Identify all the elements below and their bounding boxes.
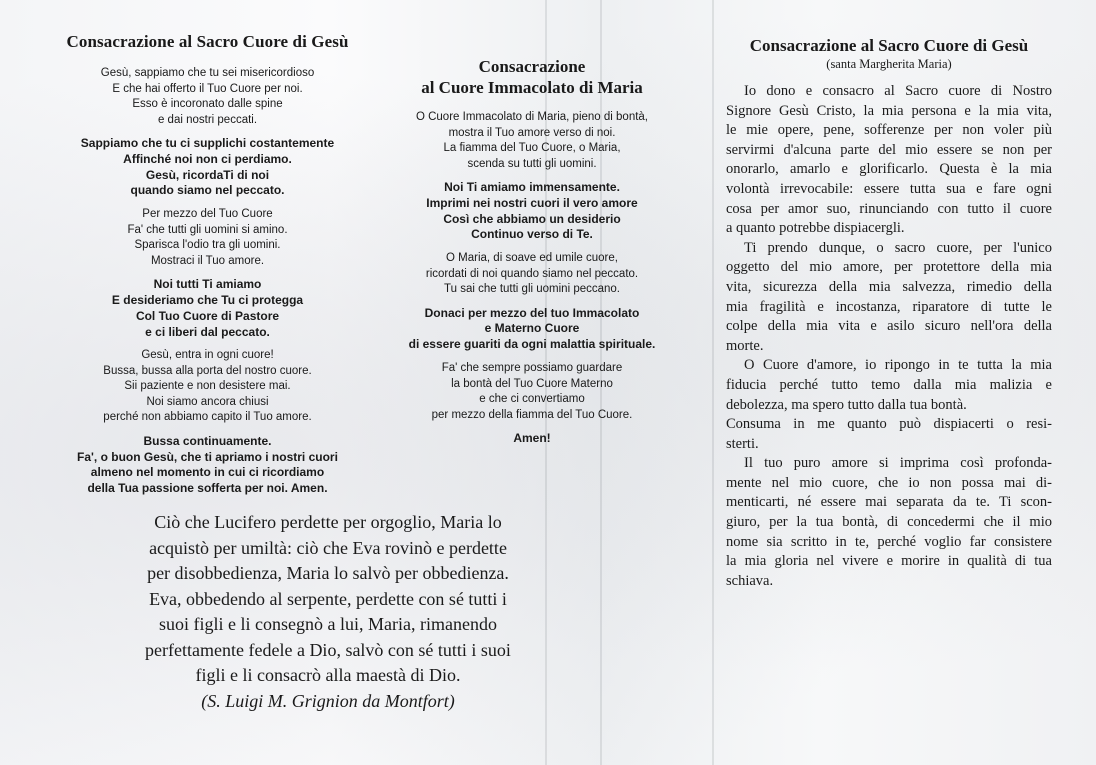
stanza-line: O Cuore Immacolato di Maria, pieno di bontà,: [415, 111, 649, 123]
stanza-line: della Tua passione sofferta per noi. Amen.: [87, 481, 328, 496]
paragraph-line: O Cuore d'amore, io ripongo in te tutta la mia: [744, 357, 1052, 374]
stanza: [40, 277, 375, 340]
stanza-line: Bussa, bussa alla porta del nostro cuore.: [103, 364, 312, 377]
stanza-line: almeno nel momento in cui ci ricordiamo: [90, 465, 325, 480]
stanza-line: per mezzo della fiamma del Tuo Cuore.: [431, 408, 633, 421]
paragraph-line: vita, sicurezza della mia salvezza, rimedio della: [726, 278, 1052, 295]
stanza-line: scenda su tutti gli uomini.: [467, 157, 597, 170]
stanza-line: Fa' che tutti gli uomini si amino.: [127, 223, 288, 236]
quote-line: acquistò per umiltà: ciò che Eva rovinò e perdette: [149, 537, 507, 558]
stanza: [382, 110, 682, 172]
stanza-line: Gesù, ricordaTi di noi: [145, 167, 270, 182]
paragraph-line: cosa per amor suo, rinunciando con tutto il cuore: [726, 200, 1052, 217]
stanza: [382, 180, 682, 243]
paragraph-line: mente nel mio cuore, che io non possa mai di-: [726, 474, 1052, 491]
stanza-line: mostra il Tuo amore verso di noi.: [448, 126, 616, 139]
stanza-line: Gesù, sappiamo che tu sei misericordioso: [100, 67, 315, 79]
stanza-line: e ci liberi dal peccato.: [145, 324, 270, 339]
paragraph-line: Ti prendo dunque, o sacro cuore, per l'unico: [744, 239, 1052, 256]
stanza: [382, 306, 682, 353]
stanza-line: Continuo verso di Te.: [471, 227, 593, 242]
stanza-line: Noi siamo ancora chiusi: [146, 395, 269, 408]
stanza-line: Col Tuo Cuore di Pastore: [135, 308, 280, 323]
paragraph-line: sterti.: [726, 435, 759, 452]
stanza-line: e dai nostri peccati.: [157, 113, 258, 126]
stanza-line: E che hai offerto il Tuo Cuore per noi.: [112, 82, 303, 95]
paragraph-line: nome sia scritto in te, perché voglio far consistere: [726, 533, 1052, 550]
stanza-line: Bussa continuamente.: [143, 433, 272, 448]
title-line: Consacrazione: [478, 57, 586, 76]
stanza: [40, 136, 375, 199]
paragraph-line: a quanto potrebbe dispiacergli.: [726, 220, 905, 237]
stanza-line: quando siamo nel peccato.: [130, 183, 285, 198]
panel-middle-stanzas: [382, 110, 682, 447]
stanza: [382, 361, 682, 423]
stanza-line: Donaci per mezzo del tuo Immacolato: [424, 305, 640, 320]
panel-middle-title: [382, 56, 682, 98]
paragraph-line: debolezza, ma spero tutto dalla tua bontà.: [726, 396, 967, 413]
stanza: [40, 434, 375, 497]
quote-line: suoi figli e li consegnò a lui, Maria, rimanendo: [159, 614, 497, 634]
paragraph-line: le mie opere, pene, sofferenze per non voler più: [726, 122, 1052, 139]
stanza-line: Imprimi nei nostri cuori il vero amore: [426, 195, 638, 210]
paragraph: [726, 239, 1052, 357]
stanza: [382, 431, 682, 447]
stanza-line: E desideriamo che Tu ci protegga: [111, 292, 304, 307]
stanza-line: Gesù, entra in ogni cuore!: [141, 349, 274, 362]
panel-cuore-immacolato-prayer: [382, 56, 682, 455]
fold-line: [712, 0, 714, 765]
paragraph-line: morte.: [726, 337, 764, 354]
panel-right-paragraphs: [726, 82, 1052, 591]
panel-right-subtitle: (santa Margherita Maria): [826, 57, 952, 71]
stanza-line: perché non abbiamo capito il Tuo amore.: [103, 411, 312, 424]
stanza-line: la bontà del Tuo Cuore Materno: [451, 377, 613, 390]
paragraph-line: menticarti, né essere mai separata da te. Ti scon-: [726, 494, 1052, 511]
stanza: [40, 348, 375, 426]
paragraph-line: volontà irrevocabile: essere tutta sua e fare ogni: [726, 180, 1052, 197]
stanza-line: Noi Ti amiamo immensamente.: [444, 180, 620, 194]
paragraph-line: mia fragilità e incostanza, riparatore di tutte le: [726, 298, 1052, 315]
stanza: [382, 251, 682, 298]
paragraph-line: colpe della mia vita e asilo sicuro nell'ora della: [726, 318, 1052, 335]
panel-santa-margherita-prayer: [726, 36, 1052, 591]
stanza-line: Amen!: [513, 431, 551, 446]
panel-sacro-cuore-prayer: [40, 32, 375, 505]
paragraph-line: Signore Gesù Cristo, la mia persona e la mia vita,: [726, 102, 1052, 119]
panel-right-title: Consacrazione al Sacro Cuore di Gesù: [749, 36, 1029, 55]
paragraph: [726, 415, 1052, 454]
panel-left-title: Consacrazione al Sacro Cuore di Gesù: [66, 32, 349, 51]
stanza-line: Sii paziente e non desistere mai.: [124, 380, 291, 393]
paragraph-line: servirmi d'alcuna parte del mio essere se non per: [726, 141, 1052, 158]
stanza-line: Sappiamo che tu ci supplichi costantemente: [80, 136, 335, 150]
stanza-line: Tu sai che tutti gli uomini peccano.: [444, 283, 620, 296]
stanza: [40, 207, 375, 269]
quote-line: perfettamente fedele a Dio, salvò con sé tutti i suoi: [145, 639, 511, 660]
stanza-line: di essere guariti da ogni malattia spirituale.: [408, 337, 656, 352]
paragraph-line: giuro, per la tua bontà, di concedermi che il mio: [726, 514, 1052, 531]
stanza-line: e Materno Cuore: [484, 321, 580, 336]
title-line: al Cuore Immacolato di Maria: [421, 78, 643, 97]
stanza: [40, 66, 375, 128]
paragraph-line: Io dono e consacro al Sacro cuore di Nostro: [744, 83, 1052, 99]
quote-line: Ciò che Lucifero perdette per orgoglio, Maria lo: [154, 512, 502, 532]
paragraph: [726, 454, 1052, 591]
paragraph: [726, 356, 1052, 415]
stanza-line: Mostraci il Tuo amore.: [150, 254, 265, 267]
montfort-quote: [98, 510, 558, 714]
stanza-line: Affinché noi non ci perdiamo.: [123, 151, 292, 166]
quote-author: (S. Luigi M. Grignion da Montfort): [201, 690, 455, 711]
stanza-line: O Maria, di soave ed umile cuore,: [446, 252, 618, 265]
quote-line: Eva, obbedendo al serpente, perdette con sé tutti i: [149, 588, 507, 609]
stanza-line: Noi tutti Ti amiamo: [153, 277, 262, 292]
paragraph-line: onorarlo, amarlo e glorificarlo. Questa è la mia: [726, 161, 1052, 178]
paragraph-line: fiducia perché tutto temo dalla mia malizia e: [726, 376, 1052, 393]
stanza-line: Fa', o buon Gesù, che ti apriamo i nostri cuori: [77, 449, 338, 464]
stanza-line: Fa' che sempre possiamo guardare: [441, 362, 623, 375]
stanza-line: Esso è incoronato dalle spine: [132, 98, 283, 110]
paragraph-line: schiava.: [726, 572, 774, 589]
stanza-line: Così che abbiamo un desiderio: [443, 211, 621, 226]
paragraph: [726, 82, 1052, 239]
quote-line: figli e li consacrò alla maestà di Dio.: [195, 665, 461, 685]
paragraph-line: oggetto del mio amore, per protettore della mia: [726, 259, 1052, 276]
quote-text: [98, 510, 558, 689]
paragraph-line: Il tuo puro amore si imprima così profonda-: [744, 455, 1052, 472]
stanza-line: e che ci convertiamo: [479, 393, 585, 406]
stanza-line: Sparisca l'odio tra gli uomini.: [134, 239, 281, 252]
paragraph-line: Consuma in me quanto può dispiacerti o resi-: [726, 416, 1052, 433]
stanza-line: Per mezzo del Tuo Cuore: [142, 208, 273, 221]
quote-line: per disobbedienza, Maria lo salvò per obbedienza.: [147, 563, 509, 583]
stanza-line: La fiamma del Tuo Cuore, o Maria,: [443, 142, 621, 154]
paragraph-line: la mia gloria nel vivere e morire in qualità di tua: [726, 553, 1052, 570]
panel-left-stanzas: [40, 66, 375, 497]
stanza-line: ricordati di noi quando siamo nel peccato.: [425, 267, 639, 280]
